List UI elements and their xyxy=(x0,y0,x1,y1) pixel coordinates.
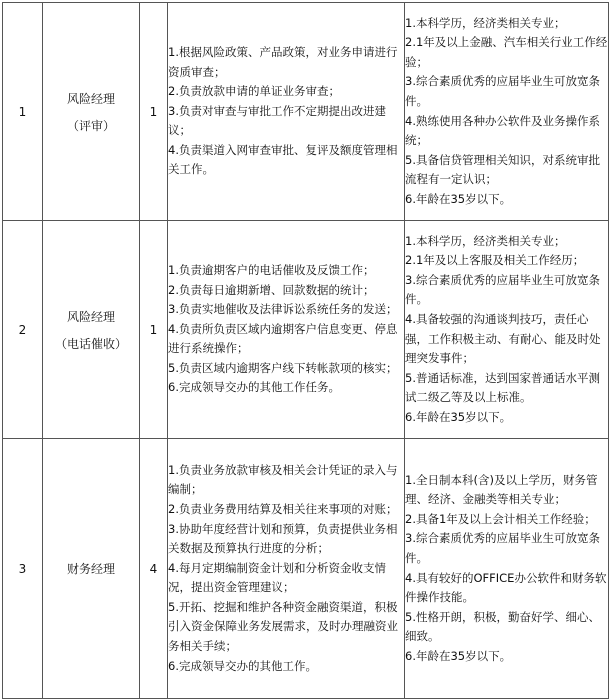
duty-item: 5.负责区域内逾期客户线下转帐款项的核实； xyxy=(168,360,398,375)
requirement-item: 1.本科学历，经济类相关专业； xyxy=(405,15,566,30)
requirement-item: 2.具备1年及以上会计相关工作经验； xyxy=(405,511,596,526)
duty-item: 6.完成领导交办的其他工作。 xyxy=(168,658,317,673)
duty-item: 5.开拓、挖掘和维护各种资金融资渠道，积极引入资金保障业务发展需求，及时办理融资业务相关手续； xyxy=(168,599,398,654)
position-cell xyxy=(43,3,140,221)
table-row xyxy=(3,221,609,439)
row-number: 2 xyxy=(3,221,43,439)
position-title: 风险经理 xyxy=(66,91,115,106)
position-title: 财务经理 xyxy=(66,562,115,576)
requirement-item: 2.1年及以上客服及相关工作经历； xyxy=(405,253,585,268)
duty-item: 2.负责每日逾期新增、回款数据的统计； xyxy=(168,282,375,297)
duty-item: 1.根据风险政策、产品政策，对业务申请进行资质审查； xyxy=(168,44,398,79)
requirement-item: 4.熟练使用各种办公软件及业务操作系统； xyxy=(405,113,600,148)
requirement-item: 5.具备信贷管理相关知识，对系统审批流程有一定认识； xyxy=(405,152,600,187)
duty-item: 3.负责实地催收及法律诉讼系统任务的发送； xyxy=(168,302,398,317)
duty-item: 4.负责渠道入网审查审批、复评及额度管理相关工作。 xyxy=(168,142,398,177)
table-row xyxy=(3,439,609,699)
duty-item: 1.负责逾期客户的电话催收及反馈工作； xyxy=(168,262,375,277)
requirement-item: 6.年龄在35岁以下。 xyxy=(405,409,512,424)
requirements-cell xyxy=(405,221,609,439)
requirement-item: 1.本科学历，经济类相关专业； xyxy=(405,233,566,248)
duty-item: 2.负责业务费用结算及相关往来事项的对账； xyxy=(168,501,398,516)
requirement-item: 3.综合素质优秀的应届毕业生可放宽条件。 xyxy=(405,74,600,108)
row-number: 1 xyxy=(3,3,43,221)
duties-cell xyxy=(168,221,405,439)
position-subtitle: （评审） xyxy=(66,118,115,133)
requirement-item: 3.综合素质优秀的应届毕业生可放宽条件。 xyxy=(405,531,600,565)
requirement-item: 2.1年及以上金融、汽车相关行业工作经验； xyxy=(405,35,608,69)
requirement-item: 4.具备较强的沟通谈判技巧，责任心强，工作积极主动、有耐心、能及时处理突发事件； xyxy=(405,311,601,366)
requirements-cell xyxy=(405,3,609,221)
requirement-item: 6.年龄在35岁以下。 xyxy=(405,648,512,663)
requirement-item: 4.具有较好的OFFICE办公软件和财务软件操作技能。 xyxy=(405,570,607,605)
requirement-item: 3.综合素质优秀的应届毕业生可放宽条件。 xyxy=(405,272,600,307)
duty-item: 3.负责对审查与审批工作不定期提出改进建议； xyxy=(168,103,386,138)
duty-item: 3.协助年度经营计划和预算，负责提供业务相关数据及预算执行进度的分析； xyxy=(168,521,398,556)
table-row xyxy=(3,3,609,221)
requirement-item: 6.年龄在35岁以下。 xyxy=(405,191,512,206)
headcount: 1 xyxy=(140,3,168,221)
headcount: 4 xyxy=(140,439,168,699)
position-cell xyxy=(43,439,140,699)
duties-cell xyxy=(168,439,405,699)
duty-item: 4.每月定期编制资金计划和分析资金收支情况，提出资金管理建议； xyxy=(168,560,386,595)
duty-item: 2.负责放款申请的单证业务审查； xyxy=(168,84,340,99)
requirements-cell xyxy=(405,439,609,699)
requirement-item: 1.全日制本科(含)及以上学历，财务管理、经济、金融类等相关专业； xyxy=(405,472,598,507)
job-requirements-table xyxy=(2,2,609,699)
duties-cell xyxy=(168,3,405,221)
position-title: 风险经理 xyxy=(66,309,115,324)
duty-item: 1.负责业务放款审核及相关会计凭证的录入与编制； xyxy=(168,462,398,497)
headcount: 1 xyxy=(140,221,168,439)
duty-item: 6.完成领导交办的其他工作任务。 xyxy=(168,380,340,395)
requirement-item: 5.性格开朗，积极，勤奋好学、细心、细致。 xyxy=(405,609,600,644)
position-subtitle: （电话催收） xyxy=(54,336,127,351)
requirement-item: 5.普通话标准，达到国家普通话水平测试二级乙等及以上标准。 xyxy=(405,370,600,405)
duty-item: 4.负责所负责区域内逾期客户信息变更、停息进行系统操作； xyxy=(168,321,398,356)
row-number: 3 xyxy=(3,439,43,699)
position-cell xyxy=(43,221,140,439)
